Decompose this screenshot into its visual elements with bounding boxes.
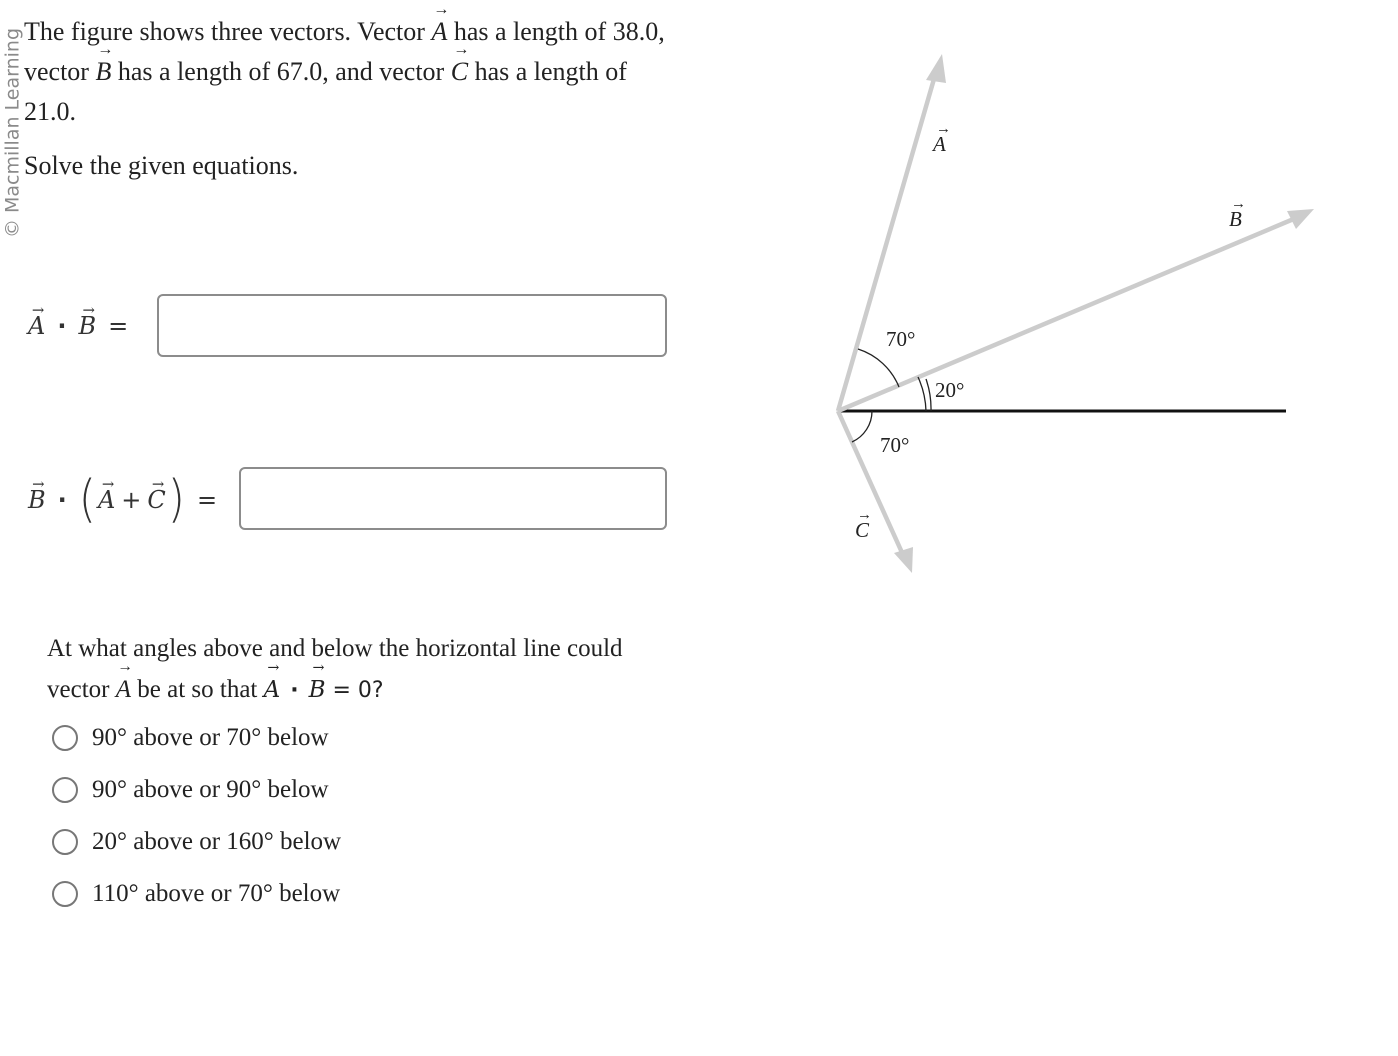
question-vector-a: → A — [116, 669, 131, 710]
radio-button-icon[interactable] — [52, 777, 78, 803]
instruction-text: Solve the given equations. — [24, 151, 299, 180]
problem-text: The figure shows three vectors. Vector → A has a length of 38.0, vector → B has a length of 67.0, and vector → C has a length of 21.0. — [24, 12, 704, 132]
option-4[interactable] — [52, 868, 341, 920]
eq2-vector-a: → A — [98, 486, 115, 514]
eq1-dot-operator: · — [57, 312, 67, 340]
eq2-dot-operator: · — [57, 486, 67, 514]
option-label: 20° above or 160° below — [92, 828, 342, 855]
vector-b-arrowhead — [1287, 209, 1314, 229]
question-condition: → A ·→ B = 0? — [264, 678, 384, 703]
option-label: 90° above or 70° below — [92, 724, 329, 751]
vector-figure — [780, 40, 1340, 585]
angle-label-a-b: 70° — [886, 327, 916, 351]
answer-input-a-dot-b[interactable] — [157, 294, 667, 357]
vector-c-arrowhead — [894, 547, 913, 573]
eq1-equals: = — [108, 312, 129, 340]
option-1[interactable] — [52, 712, 341, 764]
angle-arc-c — [852, 411, 872, 442]
figure-label-c: C — [855, 518, 870, 542]
vector-a-symbol: → A — [431, 12, 447, 52]
vector-a-arrow — [838, 72, 936, 411]
equation-a-dot-b — [28, 306, 128, 346]
radio-button-icon[interactable] — [52, 725, 78, 751]
answer-input-b-dot-a-plus-c[interactable] — [239, 467, 667, 530]
eq2-plus: + — [121, 486, 142, 514]
option-label: 110° above or 70° below — [92, 880, 341, 907]
problem-statement — [24, 12, 704, 186]
figure-label-b-arrow-icon: → — [1231, 196, 1246, 212]
angle-question: At what angles above and below the horizontal line could vector → A be at so that → A ·→ B = 0? — [47, 628, 697, 711]
vector-b-arrow — [838, 218, 1296, 411]
eq2-right-paren: ) — [167, 470, 185, 529]
vector-c-symbol: → C — [451, 52, 468, 92]
radio-button-icon[interactable] — [52, 829, 78, 855]
eq1-vector-a: → A — [28, 312, 45, 340]
figure-label-b: B — [1229, 207, 1242, 231]
eq2-vector-b: → B — [28, 486, 46, 514]
radio-button-icon[interactable] — [52, 881, 78, 907]
eq1-vector-b: → B — [78, 312, 96, 340]
angle-arc-b-horizontal-outer — [926, 379, 931, 411]
figure-label-a: A — [933, 132, 946, 156]
answer-options — [52, 712, 341, 920]
copyright-watermark: © Macmillan Learning — [1, 27, 24, 239]
equation-b-dot-a-plus-c — [28, 470, 218, 529]
question-line-1: At what angles above and below the horizontal line could — [47, 635, 623, 662]
angle-label-b-horizontal: 20° — [935, 378, 965, 402]
figure-label-c-arrow-icon: → — [857, 507, 872, 523]
vector-b-symbol: → B — [95, 52, 111, 92]
angle-arc-a-b — [858, 349, 899, 387]
option-3[interactable] — [52, 816, 341, 868]
figure-label-a-arrow-icon: → — [936, 121, 951, 137]
option-label: 90° above or 90° below — [92, 776, 329, 803]
angle-label-c: 70° — [880, 433, 910, 457]
angle-arc-b-horizontal — [918, 377, 926, 411]
option-2[interactable] — [52, 764, 341, 816]
eq2-vector-c: → C — [147, 486, 165, 514]
eq2-equals: = — [196, 486, 218, 514]
vector-a-arrowhead — [926, 54, 946, 83]
eq2-left-paren: ( — [78, 470, 96, 529]
